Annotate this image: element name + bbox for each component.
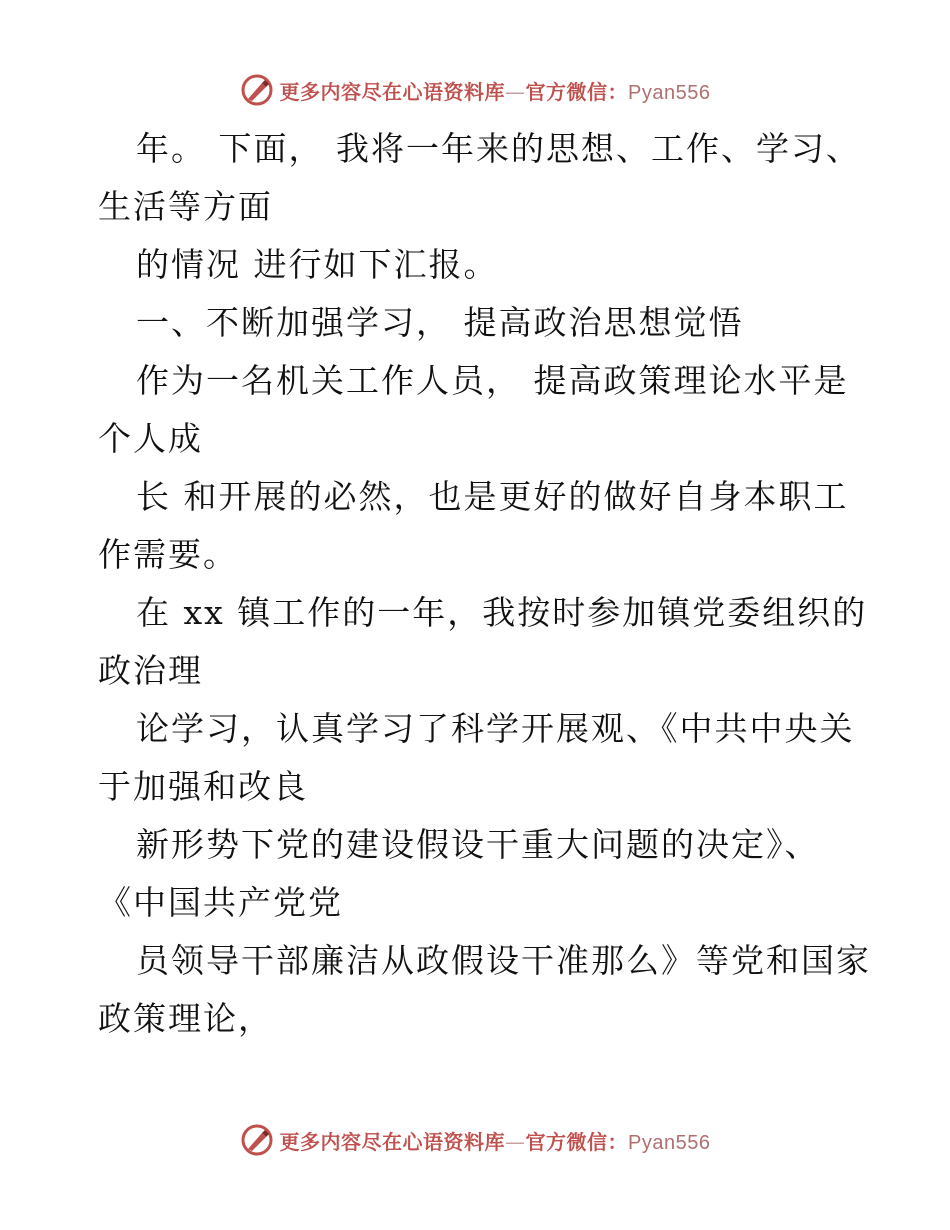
- text-line: 《中国共产党党: [98, 883, 343, 922]
- text-line: 于加强和改良: [98, 767, 308, 806]
- text-line: 新形势下党的建设假设干重大问题的决定》、: [136, 825, 820, 864]
- watermark-label: 官方微信：: [525, 79, 629, 104]
- watermark-separator: —: [505, 1129, 526, 1154]
- header-watermark: [0, 70, 950, 110]
- watermark-handle: Pyan556: [628, 1131, 711, 1154]
- watermark-label: 官方微信：: [525, 1129, 629, 1154]
- text-line: 论学习，认真学习了科学开展观、《中共中央关: [136, 709, 855, 748]
- document-body: [98, 120, 871, 1048]
- text-line: 个人成: [98, 419, 203, 458]
- pen-logo-icon: [240, 73, 274, 107]
- watermark-text: [280, 76, 711, 105]
- watermark-text: [280, 1126, 711, 1155]
- text-line: 的情况 进行如下汇报。: [136, 245, 499, 284]
- watermark-site: 更多内容尽在心语资料库: [279, 1129, 506, 1154]
- watermark-handle: Pyan556: [628, 81, 711, 104]
- text-line: 政治理: [98, 651, 203, 690]
- text-line: 员领导干部廉洁从政假设干准那么》等党和国家: [136, 941, 871, 980]
- watermark-site: 更多内容尽在心语资料库: [279, 79, 506, 104]
- text-line: 年。 下面， 我将一年来的思想、工作、学习、: [136, 129, 861, 168]
- watermark-separator: —: [505, 79, 526, 104]
- text-line: 作需要。: [98, 535, 238, 574]
- text-line: 生活等方面: [98, 187, 273, 226]
- text-line: 作为一名机关工作人员， 提高政策理论水平是: [136, 361, 849, 400]
- text-line: 在 xx 镇工作的一年，我按时参加镇党委组织的: [136, 593, 868, 632]
- footer-watermark: [0, 1120, 950, 1160]
- text-line: 一、不断加强学习， 提高政治思想觉悟: [136, 303, 744, 342]
- pen-logo-icon: [240, 1123, 274, 1157]
- text-line: 政策理论，: [98, 999, 273, 1038]
- text-line: 长 和开展的必然，也是更好的做好自身本职工: [136, 477, 849, 516]
